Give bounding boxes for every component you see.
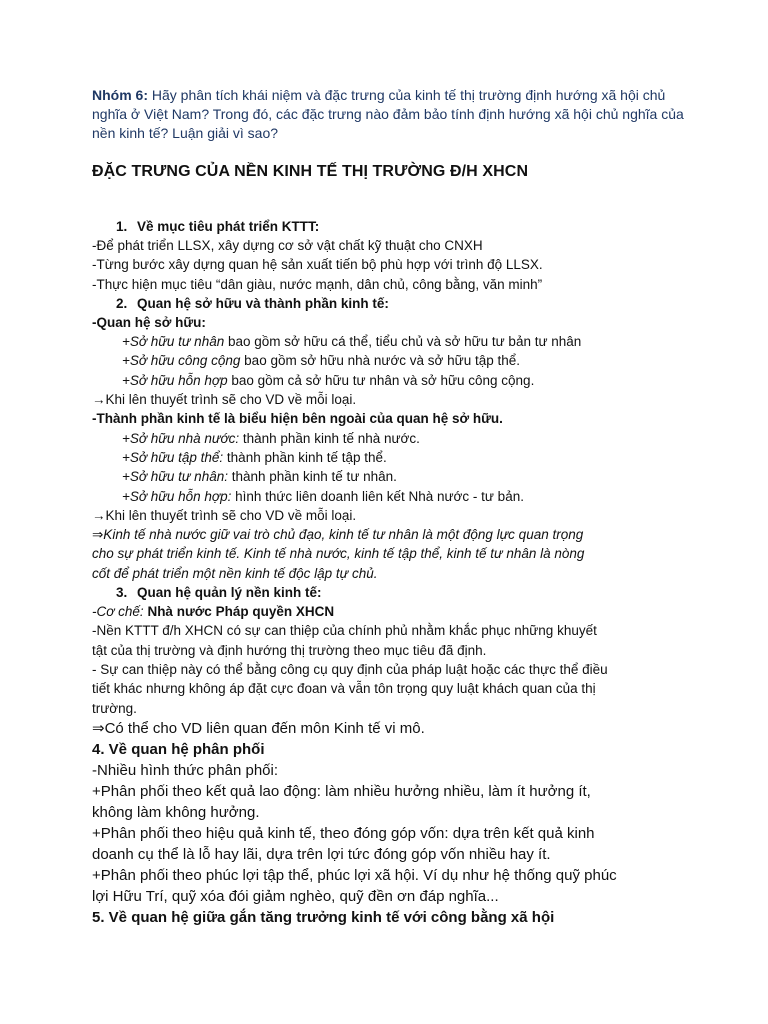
s3-line: tật của thị trường và định hướng thị trường theo mục tiêu đã định. bbox=[92, 642, 487, 658]
ownership-desc: bao gồm sở hữu cá thể, tiểu chủ và sở hữu tư bản tư nhân bbox=[224, 334, 582, 350]
section-2-title: Quan hệ sở hữu và thành phần kinh tế: bbox=[137, 295, 389, 311]
presentation-note: →Khi lên thuyết trình sẽ cho VD về mỗi loại. bbox=[92, 507, 357, 523]
document-page bbox=[92, 86, 692, 928]
assignment-question bbox=[92, 86, 692, 143]
section-2-heading bbox=[92, 294, 692, 313]
s4-line: -Nhiều hình thức phân phối: bbox=[92, 761, 278, 779]
s3-line: trường. bbox=[92, 700, 137, 716]
s3-note: ⇒Có thể cho VD liên quan đến môn Kinh tế vi mô. bbox=[92, 719, 425, 737]
sector-term: +Sở hữu hỗn hợp: bbox=[122, 488, 232, 504]
presentation-note: →Khi lên thuyết trình sẽ cho VD về mỗi loại. bbox=[92, 392, 357, 408]
sector-item bbox=[92, 467, 692, 486]
ownership-item bbox=[92, 332, 692, 351]
sector-item bbox=[92, 487, 692, 506]
ownership-term: +Sở hữu hỗn hợp bbox=[122, 372, 228, 388]
conclusion-line: cốt để phát triển một nền kinh tế độc lập tự chủ. bbox=[92, 565, 378, 581]
sector-term: +Sở hữu nhà nước: bbox=[122, 430, 240, 446]
section-3-heading bbox=[92, 583, 692, 602]
s3-line: -Nền KTTT đ/h XHCN có sự can thiệp của chính phủ nhằm khắc phục những khuyết bbox=[92, 623, 597, 639]
s4-line: doanh cụ thể là lỗ hay lãi, dựa trên lợi tức đóng góp vốn nhiều hay ít. bbox=[92, 845, 551, 863]
section-3-title: Quan hệ quản lý nền kinh tế: bbox=[137, 585, 322, 601]
s3-line: - Sự can thiệp này có thể bằng công cụ quy định của pháp luật hoặc các thực thể điều bbox=[92, 661, 608, 677]
group-label: Nhóm 6: bbox=[92, 87, 148, 103]
sector-desc: thành phần kinh tế tập thể. bbox=[223, 449, 387, 465]
s4-line: lợi Hữu Trí, quỹ xóa đói giảm nghèo, quỹ đền ơn đáp nghĩa... bbox=[92, 887, 499, 905]
s4-line: +Phân phối theo kết quả lao động: làm nhiều hưởng nhiều, làm ít hưởng ít, bbox=[92, 782, 591, 800]
ownership-item bbox=[92, 371, 692, 390]
s4-line: +Phân phối theo phúc lợi tập thể, phúc lợi xã hội. Ví dụ như hệ thống quỹ phúc bbox=[92, 866, 617, 884]
s1-line: -Từng bước xây dựng quan hệ sản xuất tiến bộ phù hợp với trình độ LLSX. bbox=[92, 257, 543, 273]
sector-term: +Sở hữu tư nhân: bbox=[122, 469, 228, 485]
mechanism-value: Nhà nước Pháp quyền XHCN bbox=[143, 604, 335, 620]
sector-desc: thành phần kinh tế nhà nước. bbox=[239, 430, 420, 446]
mechanism-line bbox=[92, 602, 692, 621]
conclusion-line: ⇒Kinh tế nhà nước giữ vai trò chủ đạo, kinh tế tư nhân là một động lực quan trọng bbox=[92, 527, 584, 543]
sector-desc: hình thức liên doanh liên kết Nhà nước - tư bản. bbox=[231, 488, 524, 504]
sector-term: +Sở hữu tập thể: bbox=[122, 449, 224, 465]
s1-line: -Thực hiện mục tiêu “dân giàu, nước mạnh, dân chủ, công bằng, văn minh” bbox=[92, 276, 543, 292]
ownership-item bbox=[92, 351, 692, 370]
document-title: ĐẶC TRƯNG CỦA NỀN KINH TẾ THỊ TRƯỜNG Đ/H XHCN bbox=[92, 163, 529, 180]
s4-line: không làm không hưởng. bbox=[92, 803, 260, 821]
section-1-title: Về mục tiêu phát triển KTTT: bbox=[137, 219, 320, 234]
ownership-desc: bao gồm cả sở hữu tư nhân và sở hữu công cộng. bbox=[227, 372, 535, 388]
section-4-heading: 4. Về quan hệ phân phối bbox=[92, 740, 265, 758]
ownership-term: +Sở hữu tư nhân bbox=[122, 334, 225, 350]
section-1-number: 1. bbox=[116, 219, 128, 234]
question-text: Hãy phân tích khái niệm và đặc trưng của kinh tế thị trường định hướng xã hội chủ nghĩa ở Việt Nam? Trong đó, các đặc trưng nào đảm bảo tính định hướng xã hội chủ nghĩa của nền kinh tế? Luận giải vì sao? bbox=[92, 87, 684, 141]
sector-item bbox=[92, 448, 692, 467]
sector-item bbox=[92, 429, 692, 448]
sector-desc: thành phần kinh tế tư nhân. bbox=[227, 469, 397, 485]
section-3-number: 3. bbox=[116, 585, 128, 601]
ownership-subheading: -Quan hệ sở hữu: bbox=[92, 314, 206, 330]
economic-sector-subheading: -Thành phần kinh tế là biểu hiện bên ngoài của quan hệ sở hữu. bbox=[92, 411, 503, 427]
ownership-desc: bao gồm sở hữu nhà nước và sở hữu tập thể. bbox=[240, 353, 520, 369]
section-1-heading bbox=[92, 217, 692, 236]
section-2-number: 2. bbox=[116, 295, 128, 311]
conclusion-line: cho sự phát triển kinh tế. Kinh tế nhà nước, kinh tế tập thể, kinh tế tư nhân là nòng bbox=[92, 546, 585, 562]
ownership-term: +Sở hữu công cộng bbox=[122, 353, 241, 369]
s1-line: -Để phát triển LLSX, xây dựng cơ sở vật chất kỹ thuật cho CNXH bbox=[92, 238, 483, 253]
mechanism-label: -Cơ chế: bbox=[92, 604, 144, 620]
section-5-heading: 5. Về quan hệ giữa gắn tăng trưởng kinh tế với công bằng xã hội bbox=[92, 908, 555, 926]
s3-line: tiết khác nhưng không áp đặt cực đoan và vẫn tôn trọng quy luật khách quan của thị bbox=[92, 681, 596, 697]
s4-line: +Phân phối theo hiệu quả kinh tế, theo đóng góp vốn: dựa trên kết quả kinh bbox=[92, 824, 595, 842]
